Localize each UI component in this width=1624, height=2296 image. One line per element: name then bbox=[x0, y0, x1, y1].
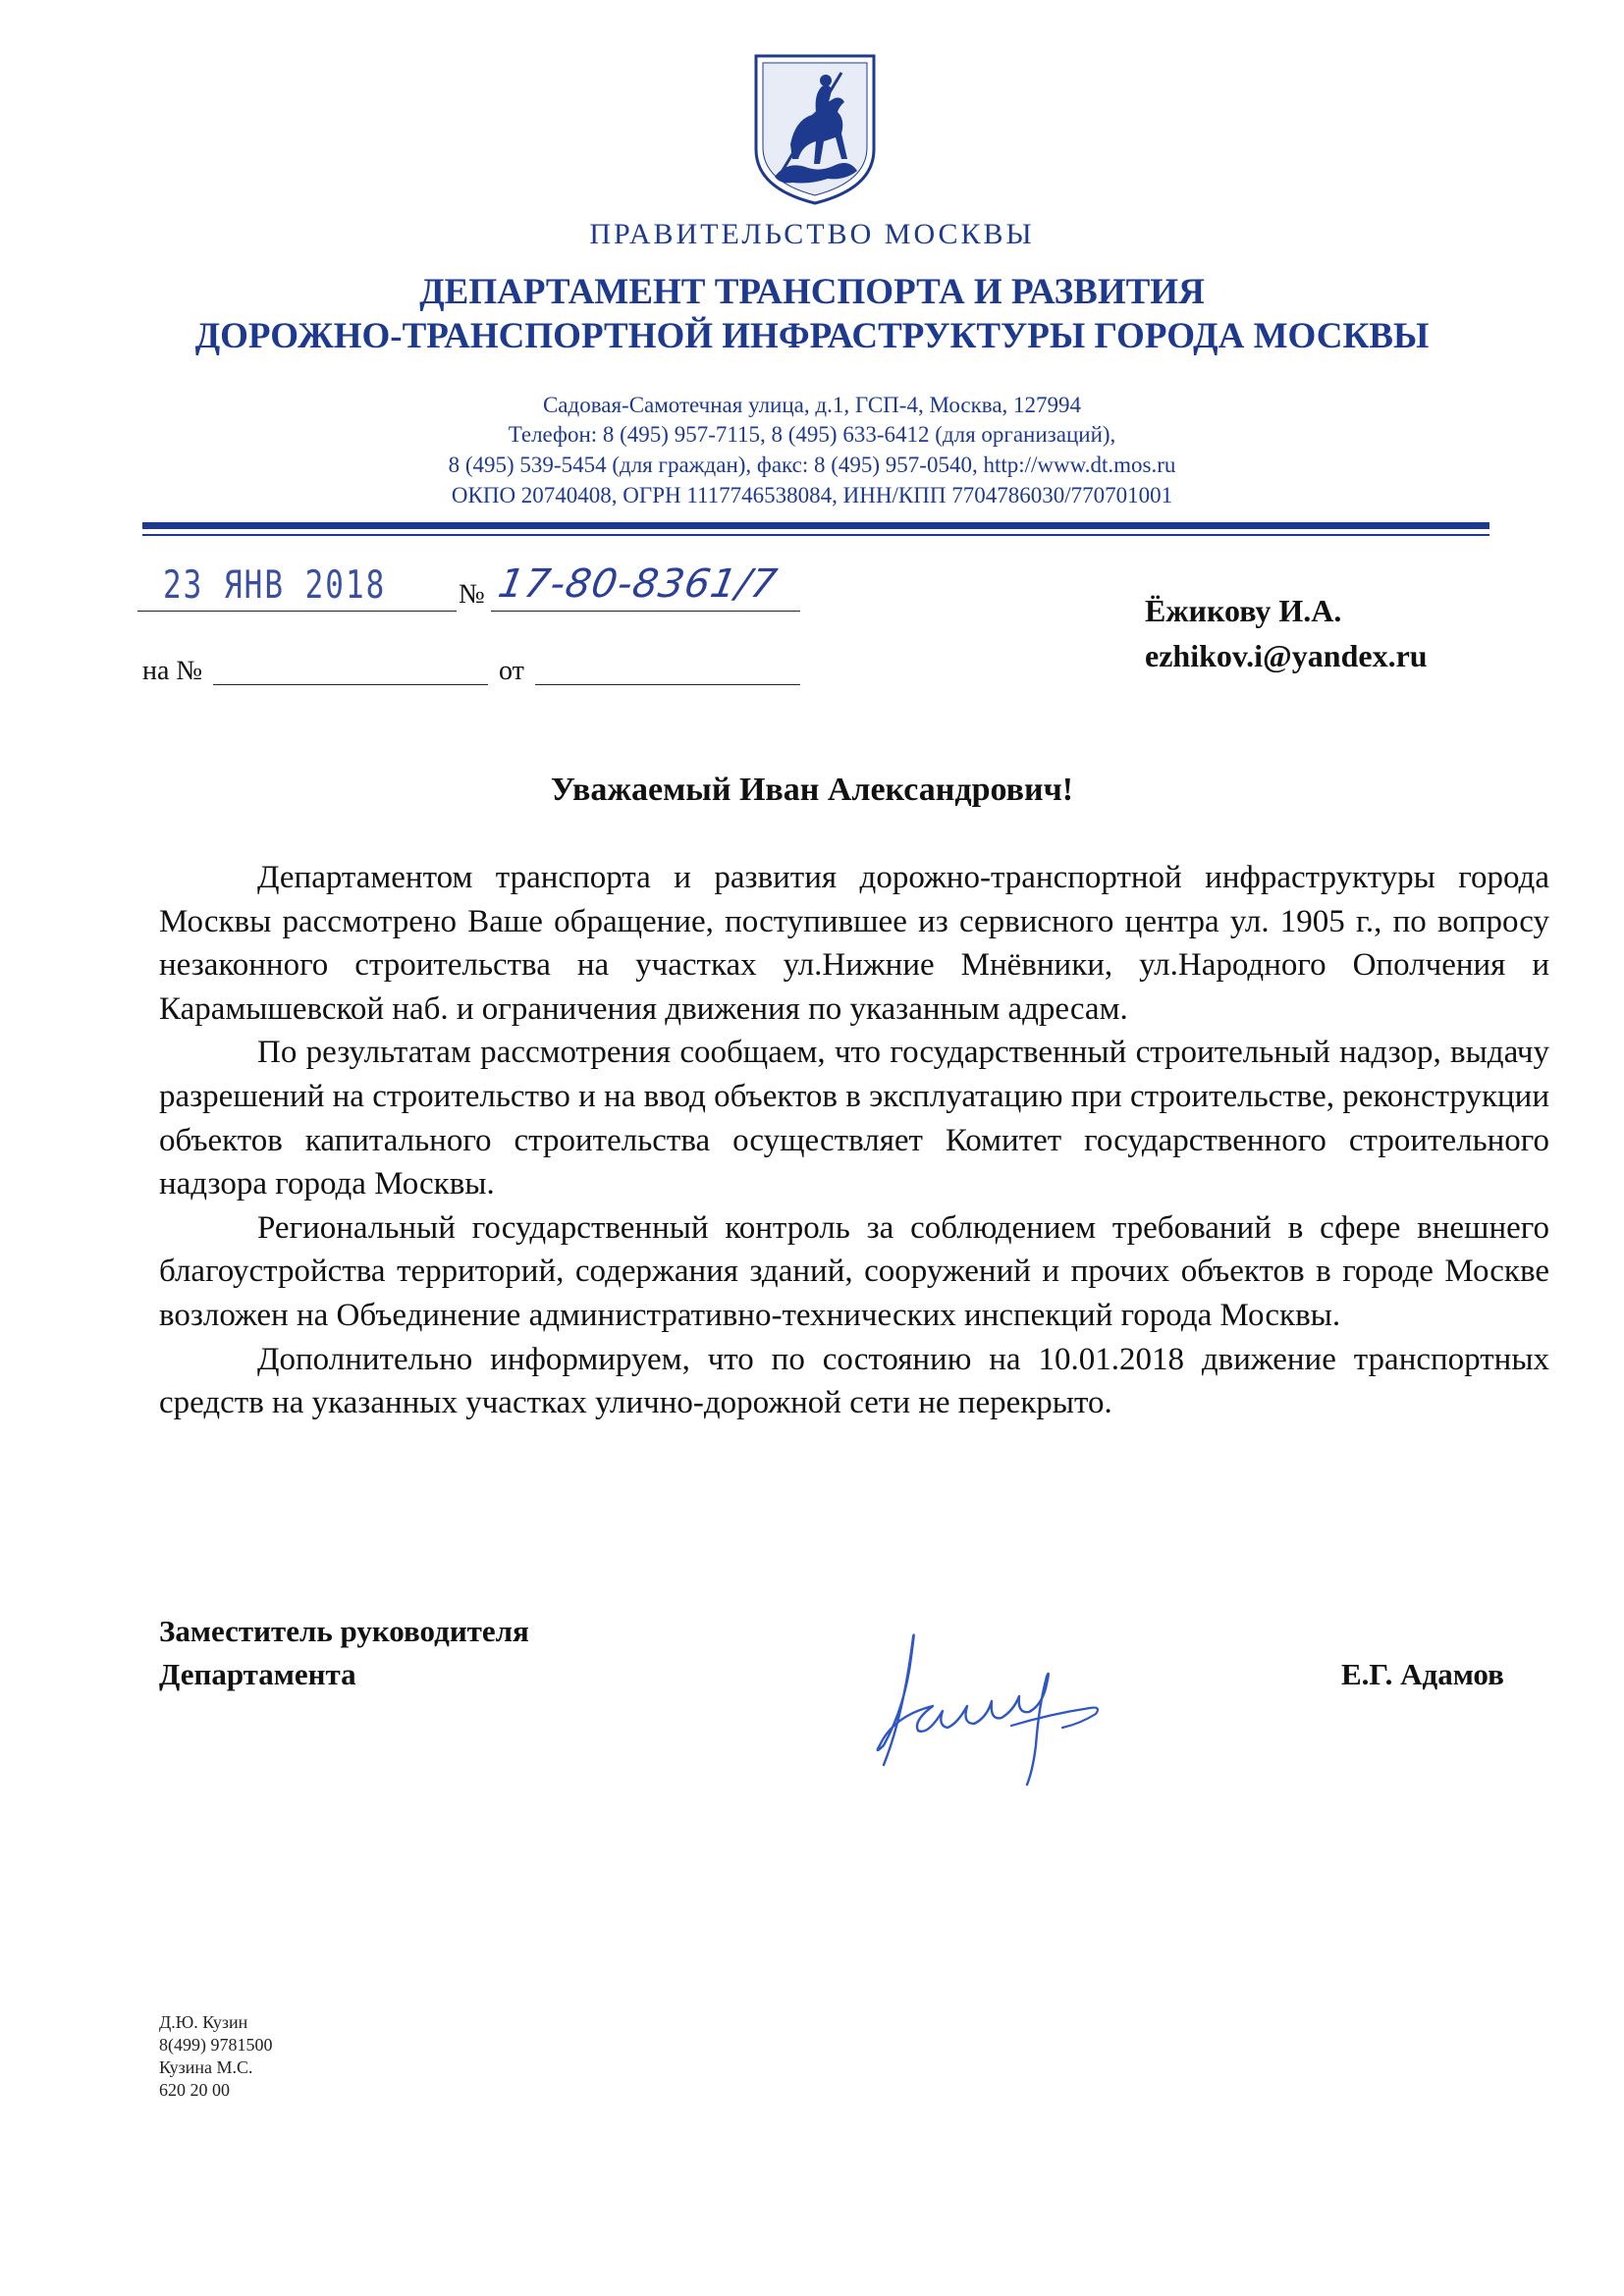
executor-name: Кузина М.С. bbox=[159, 2057, 253, 2077]
government-title: ПРАВИТЕЛЬСТВО МОСКВЫ bbox=[589, 218, 1035, 250]
executor-phone: 620 20 00 bbox=[159, 2080, 230, 2100]
from-label: от bbox=[499, 656, 524, 686]
signer-title-line2: Департамента bbox=[159, 1657, 356, 1691]
phone-fax-web-line: 8 (495) 539-5454 (для граждан), факс: 8 (495) 957-0540, http://www.dt.mos.ru bbox=[448, 453, 1176, 477]
date-underline bbox=[137, 611, 457, 612]
body-paragraph: Региональный государственный контроль за соблюдением требований в сфере внешнего благоустройства территорий, содержания зданий, сооружений и прочих объектов в городе Москве возложен на Объединение административно-технических инспекций города Москвы. bbox=[159, 1209, 1549, 1333]
department-title-line2: ДОРОЖНО-ТРАНСПОРТНОЙ ИНФРАСТРУКТУРЫ ГОРОДА МОСКВЫ bbox=[194, 316, 1430, 356]
reply-to-label: на № bbox=[142, 656, 203, 686]
letterhead-divider-thin bbox=[142, 534, 1489, 536]
letter-body bbox=[159, 856, 1549, 1425]
signer-name: Е.Г. Адамов bbox=[1341, 1657, 1504, 1691]
executor-name: Д.Ю. Кузин bbox=[159, 2012, 248, 2032]
address-line: Садовая-Самотечная улица, д.1, ГСП-4, Москва, 127994 bbox=[542, 393, 1082, 417]
letterhead-divider bbox=[142, 522, 1489, 529]
registry-codes-line: ОКПО 20740408, ОГРН 1117746538084, ИНН/КПП 7704786030/770701001 bbox=[451, 483, 1173, 507]
signer-title-line1: Заместитель руководителя bbox=[159, 1614, 529, 1648]
salutation: Уважаемый Иван Александрович! bbox=[550, 772, 1074, 808]
phone-line: Телефон: 8 (495) 957-7115, 8 (495) 633-6412 (для организаций), bbox=[508, 422, 1116, 447]
handwritten-signature bbox=[844, 1598, 1119, 1794]
department-title-line1: ДЕПАРТАМЕНТ ТРАНСПОРТА И РАЗВИТИЯ bbox=[419, 272, 1205, 312]
moscow-coat-of-arms-icon bbox=[751, 51, 879, 206]
from-underline bbox=[535, 684, 800, 685]
body-paragraph: Дополнительно информируем, что по состоянию на 10.01.2018 движение транспортных средств на указанных участках улично-дорожной сети не перекрыто. bbox=[159, 1341, 1549, 1421]
date-stamp: 23 ЯНВ 2018 bbox=[163, 563, 387, 608]
executor-phone: 8(499) 9781500 bbox=[159, 2035, 273, 2055]
number-label: № bbox=[459, 579, 485, 610]
recipient-email: ezhikov.i@yandex.ru bbox=[1145, 638, 1428, 673]
body-paragraph: Департаментом транспорта и развития дорожно-транспортной инфраструктуры города Москвы рассмотрено Ваше обращение, поступившее из сервисного центра ул. 1905 г., по вопросу незаконного строительства на участках ул.Нижние Мнёвники, ул.Народного Ополчения и Карамышевской наб. и ограничения движения по указанным адресам. bbox=[159, 860, 1549, 1027]
reply-to-underline bbox=[213, 684, 488, 685]
body-paragraph: По результатам рассмотрения сообщаем, что государственный строительный надзор, выдачу разрешений на строительство и на ввод объектов в эксплуатацию при строительстве, реконструкции объектов капитального строительства осуществляет Комитет государственного строительного надзора города Москвы. bbox=[159, 1035, 1549, 1202]
registration-number: 17-80-8361/7 bbox=[494, 561, 782, 607]
number-underline bbox=[491, 611, 800, 612]
recipient-name: Ёжикову И.А. bbox=[1145, 593, 1342, 628]
